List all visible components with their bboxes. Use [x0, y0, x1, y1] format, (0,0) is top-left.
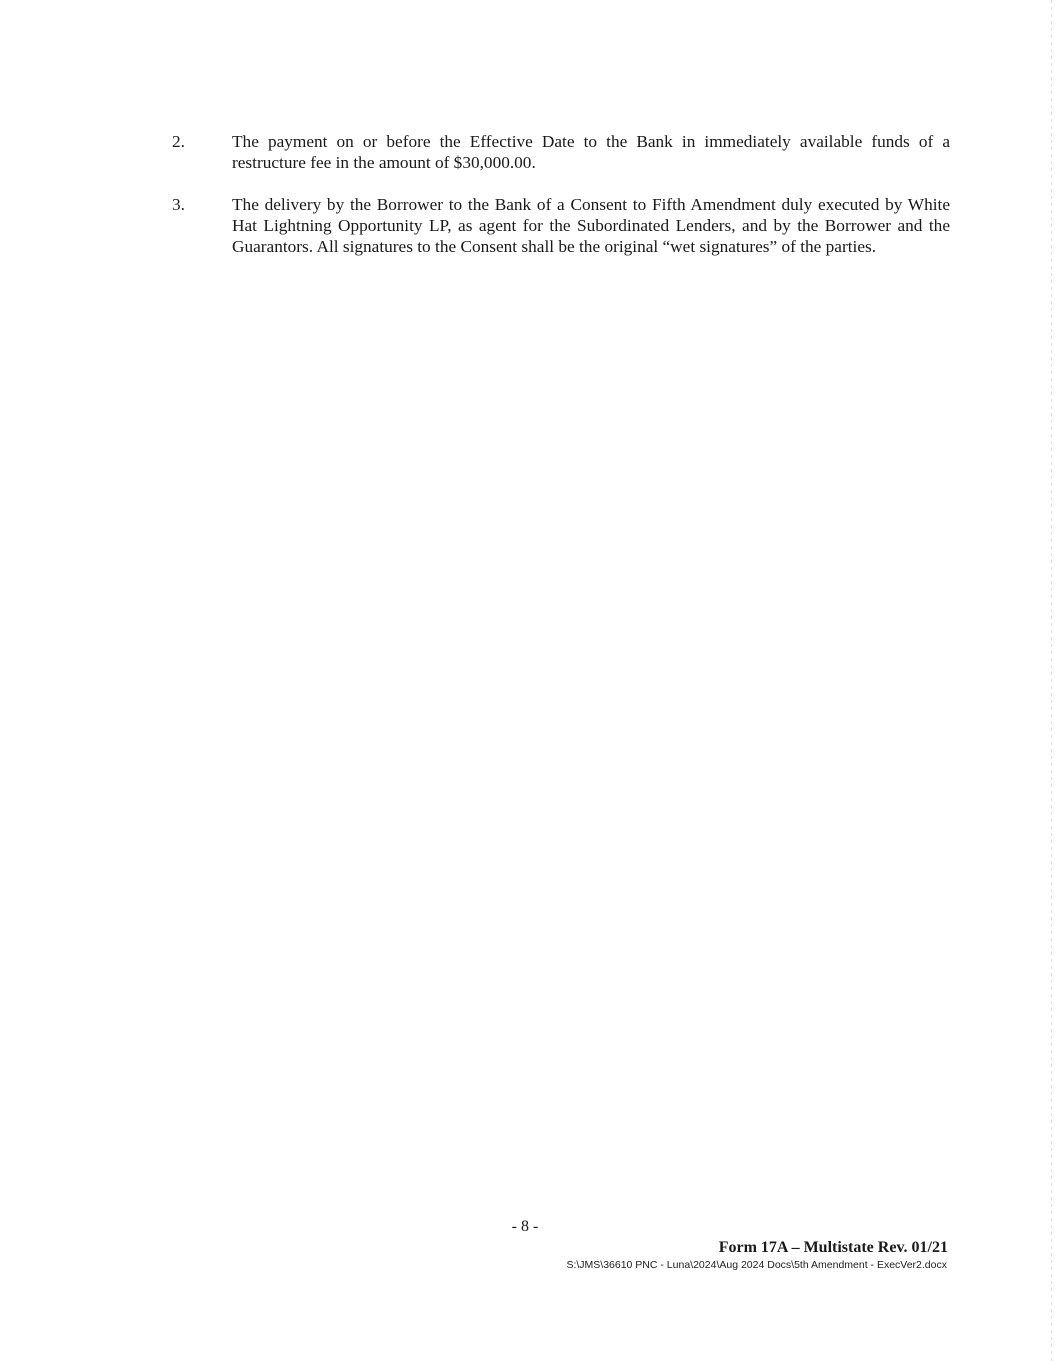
page-number: - 8 -: [511, 1218, 539, 1235]
scan-edge-line: [1051, 0, 1052, 1365]
item-number: 3.: [172, 195, 185, 214]
item-number: 2.: [172, 132, 185, 151]
item-text: The delivery by the Borrower to the Bank of a Consent to Fifth Amendment duly executed by White Hat Lightning Opportunity LP, as agent for the Subordinated Lenders, and by the Borrower and the Guarantors. All signatures to the Consent shall be the original “wet signatures” of the parties.: [232, 195, 950, 256]
file-path: S:\JMS\36610 PNC - Luna\2024\Aug 2024 Docs\5th Amendment - ExecVer2.docx: [566, 1259, 947, 1271]
form-label: Form 17A – Multistate Rev. 01/21: [718, 1239, 948, 1256]
item-text: The payment on or before the Effective Date to the Bank in immediately available funds of a restructure fee in the amount of $30,000.00.: [232, 132, 950, 172]
